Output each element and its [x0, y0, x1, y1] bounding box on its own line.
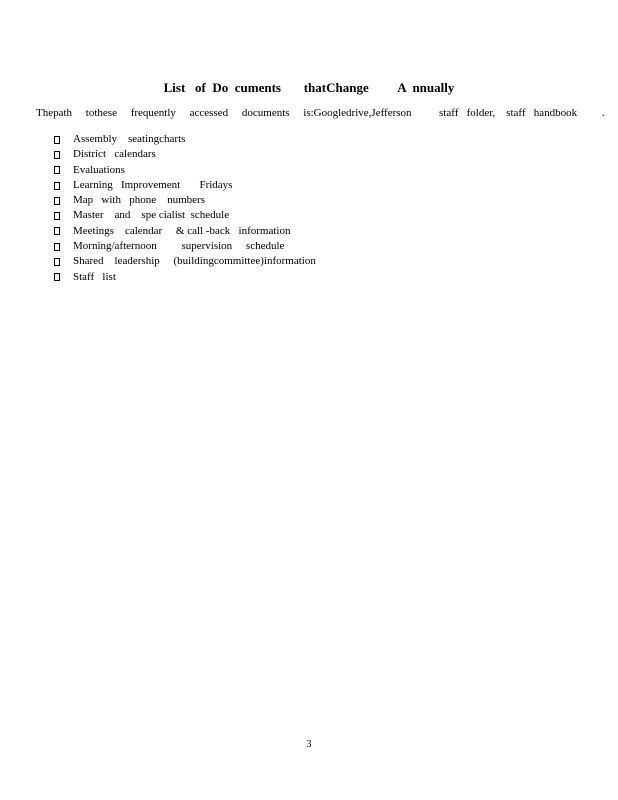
bullet-box-icon — [54, 136, 60, 144]
list-item-label: Meetings calendar & call -back information — [73, 224, 291, 237]
list-item — [54, 239, 316, 254]
list-item — [54, 193, 316, 208]
list-item-label: Map with phone numbers — [73, 194, 205, 207]
list-item — [54, 147, 316, 162]
list-item-label: Staff list — [73, 270, 116, 283]
bullet-box-icon — [54, 243, 60, 251]
list-item — [54, 178, 316, 193]
bullet-box-icon — [54, 166, 60, 174]
list-item-label: Evaluations — [73, 163, 125, 176]
document-path-text: Thepath tothese frequently accessed documents is:Googledrive,Jefferson staff folder, staff handbook . — [36, 107, 605, 119]
bullet-box-icon — [54, 273, 60, 281]
list-item-label: Master and spe cialist schedule — [73, 209, 230, 222]
list-item — [54, 270, 316, 285]
bullet-box-icon — [54, 212, 60, 220]
document-title: List of Do cuments thatChange A nnually — [163, 80, 455, 95]
list-item — [54, 224, 316, 239]
bullet-box-icon — [54, 258, 60, 266]
list-item-label: Learning Improvement Fridays — [73, 178, 233, 191]
bullet-box-icon — [54, 182, 60, 190]
list-item — [54, 132, 316, 147]
list-item — [54, 163, 316, 178]
list-item-label: Shared leadership (buildingcommittee)information — [73, 255, 316, 268]
list-item — [54, 208, 316, 223]
page-number: 3 — [306, 739, 312, 750]
list-item-label: Assembly seatingcharts — [73, 133, 186, 145]
list-item — [54, 254, 316, 269]
list-item-label: Morning/afternoon supervision schedule — [73, 240, 285, 253]
bullet-box-icon — [54, 151, 60, 159]
list-item-label: District calendars — [73, 148, 156, 161]
bullet-box-icon — [54, 197, 60, 205]
document-list — [54, 132, 316, 285]
bullet-box-icon — [54, 227, 60, 235]
